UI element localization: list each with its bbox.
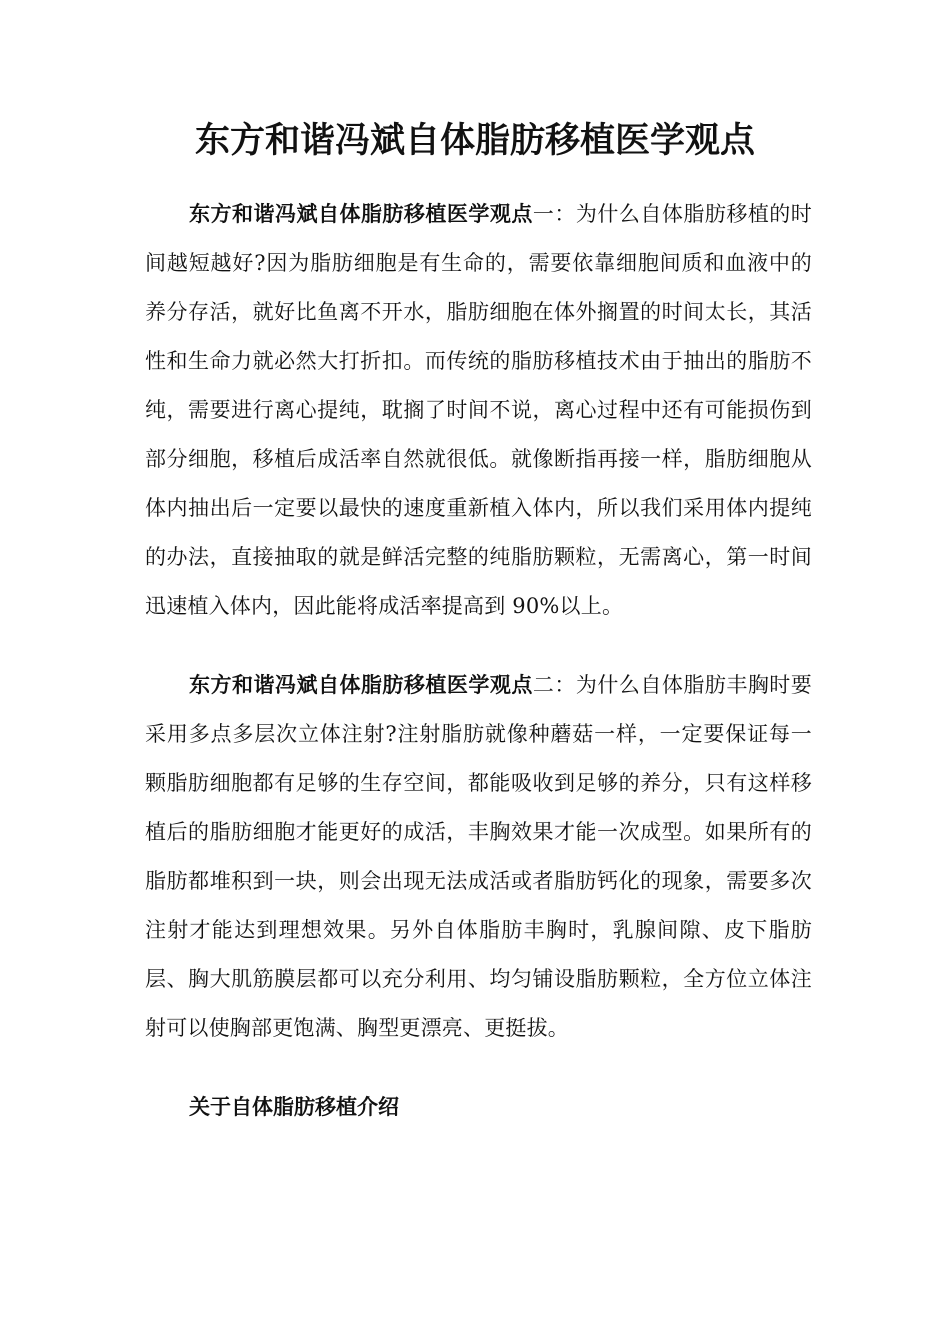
paragraph-body: 二：为什么自体脂肪丰胸时要采用多点多层次立体注射?注射脂肪就像种蘑菇一样，一定要保证每一颗脂肪细胞都有足够的生存空间，都能吸收到足够的养分，只有这样移植后的脂肪细胞才能更好的成活，丰胸效果才能一次成型。如果所有的脂肪都堆积到一块，则会出现无法成活或者脂肪钙化的现象，需要多次注射才能达到理想效果。另外自体脂肪丰胸时，乳腺间隙、皮下脂肪层、胸大肌筋膜层都可以充分利用、均匀铺设脂肪颗粒，全方位立体注射可以使胸部更饱满、胸型更漂亮、更挺拔。 [145,673,812,1040]
paragraph-body: 一：为什么自体脂肪移植的时间越短越好?因为脂肪细胞是有生命的，需要依靠细胞间质和血液中的养分存活，就好比鱼离不开水，脂肪细胞在体外搁置的时间太长，其活性和生命力就必然大打折扣。而传统的脂肪移植技术由于抽出的脂肪不纯，需要进行离心提纯，耽搁了时间不说，离心过程中还有可能损伤到部分细胞，移植后成活率自然就很低。就像断指再接一样，脂肪细胞从体内抽出后一定要以最快的速度重新植入体内，所以我们采用体内提纯的办法，直接抽取的就是鲜活完整的纯脂肪颗粒，无需离心，第一时间迅速植入体内，因此能将成活率提高到 90%以上。 [145,202,812,618]
document-title: 东方和谐冯斌自体脂肪移植医学观点 [194,120,755,161]
section-heading: 关于自体脂肪移植介绍 [189,1094,399,1119]
paragraph-viewpoint-one [145,189,812,631]
paragraph-viewpoint-two [145,660,812,1053]
paragraph-lead: 东方和谐冯斌自体脂肪移植医学观点 [189,201,533,226]
paragraph-lead: 东方和谐冯斌自体脂肪移植医学观点 [189,672,533,697]
